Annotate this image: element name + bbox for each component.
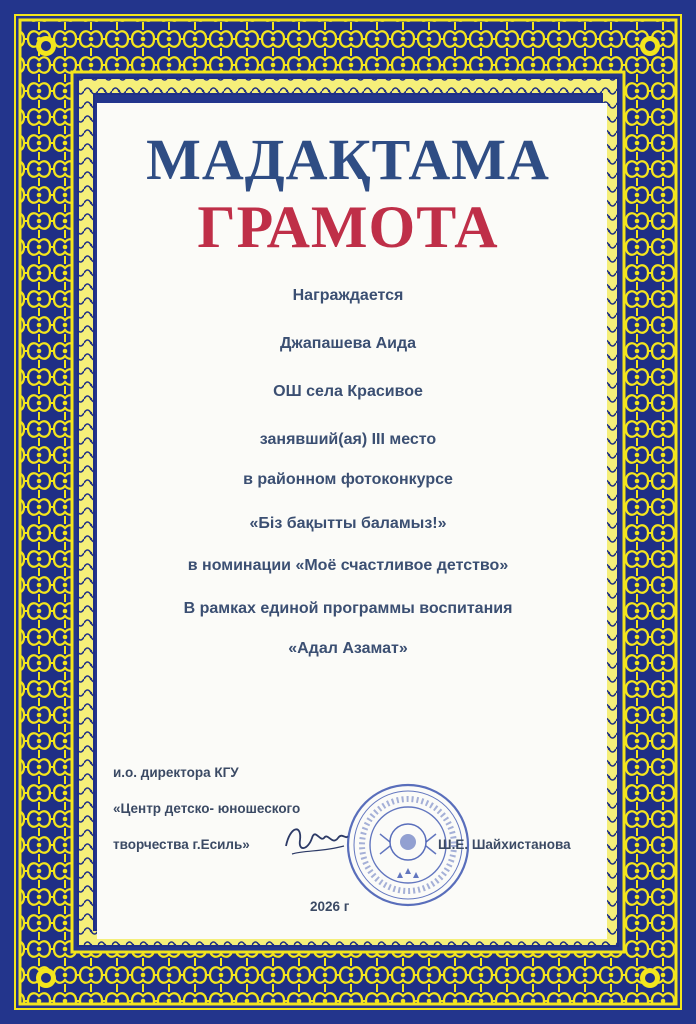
title-russian: ГРАМОТА bbox=[197, 194, 499, 260]
program-line: В рамках единой программы воспитания bbox=[183, 600, 513, 617]
year-label: 2026 г bbox=[310, 899, 350, 914]
director-title: и.о. директора КГУ bbox=[113, 765, 239, 780]
award-line: Награждается bbox=[292, 287, 404, 304]
contest-name: «Біз бақытты баламыз!» bbox=[249, 515, 447, 532]
title-kazakh: МАДАҚТАМА bbox=[146, 127, 550, 192]
contest-line: в районном фотоконкурсе bbox=[243, 471, 453, 488]
signer-name: Ш.Е. Шайхистанова bbox=[438, 837, 571, 852]
organization-line1: «Центр детско- юношеского bbox=[113, 801, 301, 816]
school-line: ОШ села Красивое bbox=[273, 383, 423, 400]
recipient-name: Джапашева Аида bbox=[279, 335, 417, 352]
handwritten-signature bbox=[282, 816, 352, 862]
nomination-line: в номинации «Моё счастливое детство» bbox=[187, 557, 509, 574]
organization-line2: творчества г.Есиль» bbox=[113, 837, 250, 852]
place-line: занявший(ая) III место bbox=[259, 431, 437, 448]
program-name: «Адал Азамат» bbox=[288, 640, 408, 657]
